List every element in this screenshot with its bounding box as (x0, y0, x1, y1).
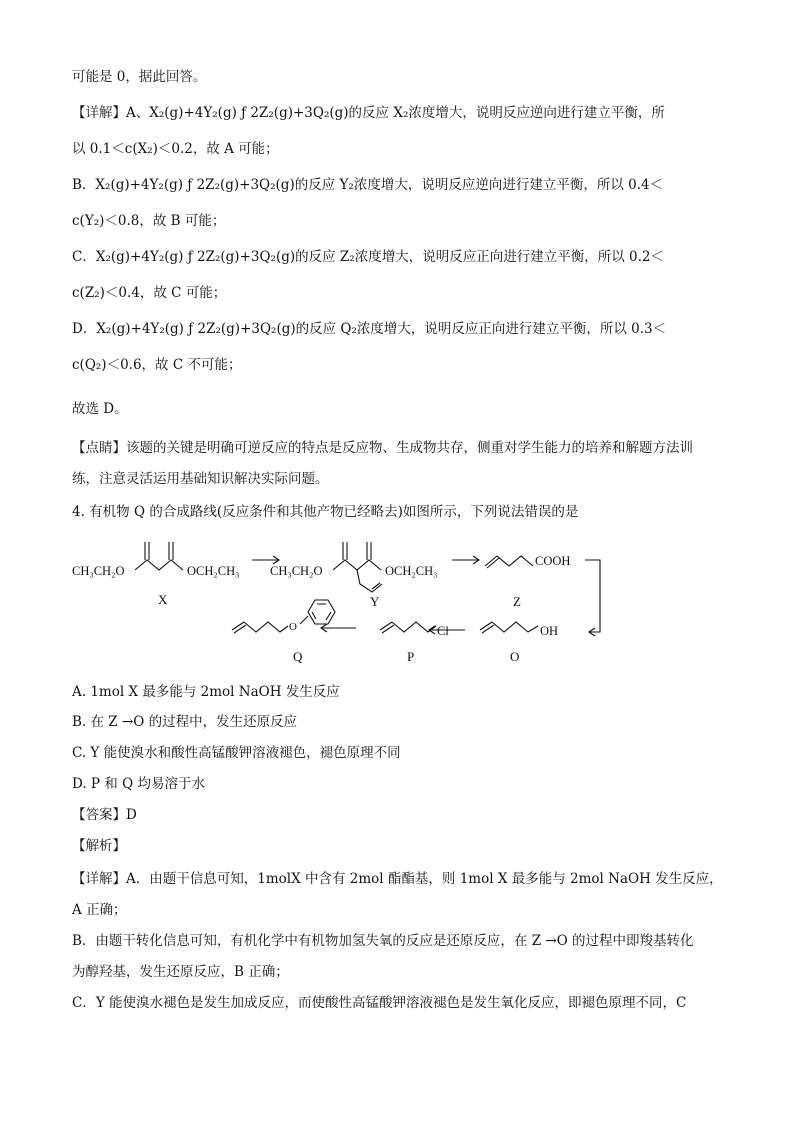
text-line: C．Y 能使溴水褪色是发生加成反应，而使酸性高锰酸钾溶液褪色是发生氧化反应，即褪色原理不同，C (72, 995, 687, 1011)
x-right-group: OCH₂CH₃ (187, 564, 240, 578)
p-chloro-group: Cl (437, 624, 449, 638)
q-ether-oxygen: O (289, 621, 297, 633)
label-p: P (407, 649, 415, 664)
answer-line: 【答案】D (72, 807, 137, 823)
text-line: 【详解】A、X₂(g)+4Y₂(g) ƒ 2Z₂(g)+3Q₂(g)的反应 X₂浓度增大，说明反应逆向进行建立平衡，所 (72, 105, 665, 121)
label-y: Y (370, 594, 380, 609)
x-carbonyl-bond (169, 542, 173, 560)
option-a: A. 1mol X 最多能与 2mol NaOH 发生反应 (72, 684, 340, 700)
text-line: 以 0.1＜c(X₂)＜0.2，故 A 可能； (72, 141, 279, 157)
benzene-double-bonds (312, 604, 331, 620)
text-line: D．X₂(g)+4Y₂(g) ƒ 2Z₂(g)+3Q₂(g)的反应 Q₂浓度增大，说明反应正向进行建立平衡，所以 0.3＜ (72, 321, 667, 337)
x-left-group: CH₃CH₂O (72, 564, 125, 578)
text-line: c(Q₂)＜0.6，故 C 不可能； (72, 357, 242, 373)
text-line: c(Y₂)＜0.8，故 B 可能； (72, 213, 226, 229)
y-carbonyl-bond (343, 542, 347, 560)
question-stem: 4. 有机物 Q 的合成路线(反应条件和其他产物已经略去)如图所示，下列说法错误的是 (72, 504, 579, 520)
arrow-z-o (585, 560, 600, 632)
y-left-group: CH₃CH₂O (270, 564, 323, 578)
option-c: C. Y 能使溴水和酸性高锰酸钾溶液褪色，褪色原理不同 (72, 745, 401, 761)
label-x: X (158, 592, 168, 607)
o-skeleton (480, 622, 538, 633)
text-line: B．由题干转化信息可知，有机化学中有机物加氢失氧的反应是还原反应，在 Z →O 的过程中即羧基转化 (72, 933, 694, 949)
label-o: O (510, 649, 520, 664)
p-skeleton (380, 622, 436, 633)
y-allyl-chain (357, 570, 382, 592)
text-line: 可能是 0，据此回答。 (72, 69, 207, 85)
analysis-heading: 【解析】 (72, 838, 126, 854)
y-carbonyl-bond (367, 542, 371, 560)
text-line: 故选 D。 (72, 401, 128, 417)
text-line: 【详解】A．由题干信息可知，1molX 中含有 2mol 酯酯基，则 1mol X 最多能与 2mol NaOH 发生反应， (72, 871, 723, 887)
o-hydroxyl-group: OH (540, 624, 559, 638)
y-right-group: OCH₂CH₃ (385, 564, 438, 578)
text-line: B．X₂(g)+4Y₂(g) ƒ 2Z₂(g)+3Q₂(g)的反应 Y₂浓度增大，说明反应逆向进行建立平衡，所以 0.4＜ (72, 177, 664, 193)
text-line: 为醇羟基，发生还原反应，B 正确； (72, 964, 289, 980)
text-line: c(Z₂)＜0.4，故 C 可能； (72, 285, 227, 301)
q-skeleton (232, 622, 288, 633)
option-d: D. P 和 Q 均易溶于水 (72, 776, 205, 792)
x-skeleton (135, 560, 183, 570)
label-z: Z (513, 594, 521, 609)
z-carboxyl-group: COOH (535, 554, 571, 568)
option-b: B. 在 Z →O 的过程中，发生还原反应 (72, 714, 298, 730)
q-ether-bond (300, 616, 308, 624)
text-line: 练，注意灵活运用基础知识解决实际问题。 (72, 471, 329, 487)
x-carbonyl-bond (145, 542, 149, 560)
text-line: 【点睛】该题的关键是明确可逆反应的特点是反应物、生成物共存，侧重对学生能力的培养和解题方法训 (72, 440, 693, 456)
text-line: A 正确； (72, 902, 127, 918)
y-skeleton (333, 560, 381, 570)
synthesis-scheme (60, 528, 740, 678)
text-line: C．X₂(g)+4Y₂(g) ƒ 2Z₂(g)+3Q₂(g)的反应 Z₂浓度增大，说明反应正向进行建立平衡，所以 0.2＜ (72, 249, 664, 265)
z-skeleton (485, 556, 533, 568)
label-q: Q (293, 649, 303, 664)
